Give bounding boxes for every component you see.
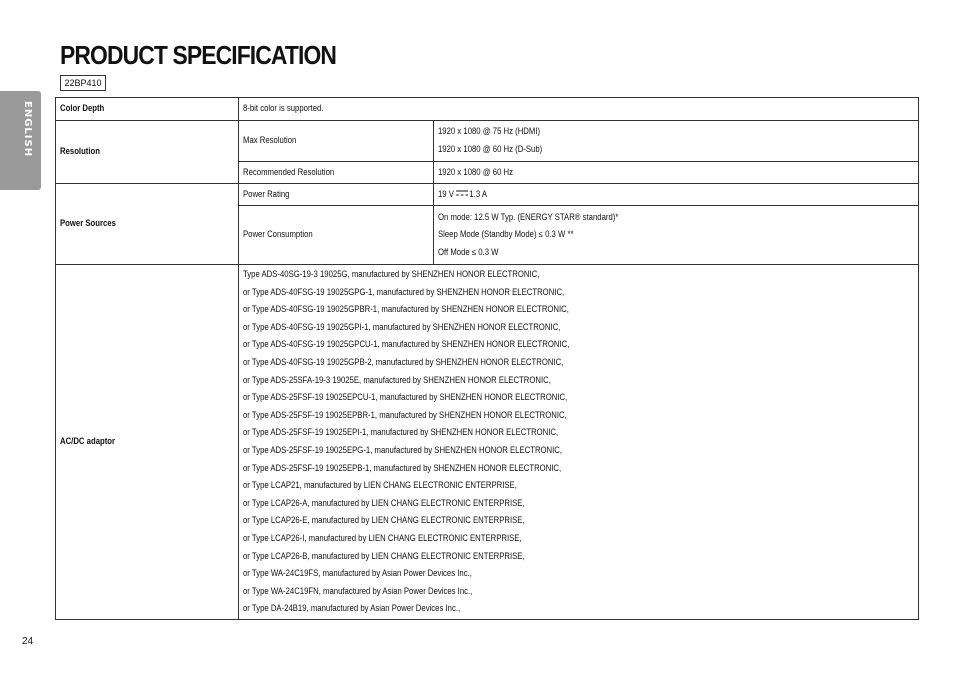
adaptor-line: or Type WA-24C19FS, manufactured by Asian Power Devices Inc., — [243, 568, 472, 579]
adaptor-line: or Type ADS-25FSF-19 19025EPCU-1, manufactured by SHENZHEN HONOR ELECTRONIC, — [243, 392, 568, 403]
adaptor-line: or Type LCAP26-I, manufactured by LIEN CHANG ELECTRONIC ENTERPRISE, — [243, 532, 522, 543]
spec-table — [55, 97, 919, 620]
list-item — [243, 565, 914, 583]
adaptor-line: or Type WA-24C19FN, manufactured by Asian Power Devices Inc., — [243, 585, 473, 596]
adaptor-line: or Type LCAP26-A, manufactured by LIEN CHANG ELECTRONIC ENTERPRISE, — [243, 497, 525, 508]
model-badge: 22BP410 — [60, 75, 106, 91]
power-off-mode: Off Mode ≤ 0.3 W — [438, 246, 499, 257]
adaptor-line: or Type ADS-40FSG-19 19025GPCU-1, manufactured by SHENZHEN HONOR ELECTRONIC, — [243, 339, 570, 350]
power-rating-label: Power Rating — [243, 188, 290, 199]
language-label: ENGLISH — [22, 101, 33, 158]
adaptor-line: or Type ADS-40FSG-19 19025GPG-1, manufactured by SHENZHEN HONOR ELECTRONIC, — [243, 286, 565, 297]
list-item — [243, 512, 914, 530]
language-side-tab — [0, 91, 41, 190]
adaptor-line: or Type ADS-25FSF-19 19025EPG-1, manufactured by SHENZHEN HONOR ELECTRONIC, — [243, 444, 563, 455]
color-depth-label: Color Depth — [60, 103, 105, 114]
list-item — [243, 284, 914, 302]
adaptor-line: or Type ADS-25SFA-19-3 19025E, manufactured by SHENZHEN HONOR ELECTRONIC, — [243, 374, 551, 385]
list-item — [243, 266, 914, 284]
list-item — [243, 548, 914, 566]
power-consumption-label: Power Consumption — [243, 229, 313, 240]
resolution-label: Resolution — [60, 146, 100, 157]
table-row-resolution — [56, 121, 919, 162]
table-row-color-depth — [56, 98, 919, 121]
adaptor-line: or Type ADS-40FSG-19 19025GPB-2, manufactured by SHENZHEN HONOR ELECTRONIC, — [243, 356, 564, 367]
power-sleep-mode: Sleep Mode (Standby Mode) ≤ 0.3 W ** — [438, 229, 574, 240]
list-item — [243, 389, 914, 407]
table-row-power-rating — [56, 184, 919, 206]
adaptor-line: Type ADS-40SG-19-3 19025G, manufactured by SHENZHEN HONOR ELECTRONIC, — [243, 269, 540, 279]
adaptor-line: or Type ADS-25FSF-19 19025EPBR-1, manufactured by SHENZHEN HONOR ELECTRONIC, — [243, 409, 567, 420]
max-resolution-label: Max Resolution — [243, 135, 297, 146]
list-item — [243, 600, 914, 618]
list-item — [243, 336, 914, 354]
list-item — [243, 301, 914, 319]
list-item — [243, 477, 914, 495]
adaptor-line: or Type LCAP26-B, manufactured by LIEN CHANG ELECTRONIC ENTERPRISE, — [243, 550, 525, 561]
max-resolution-dsub: 1920 x 1080 @ 60 Hz (D-Sub) — [438, 144, 543, 154]
adaptor-line: or Type ADS-25FSF-19 19025EPI-1, manufactured by SHENZHEN HONOR ELECTRONIC, — [243, 427, 559, 438]
power-rating-voltage: 19 V — [438, 188, 454, 199]
adaptor-line: or Type DA-24B19, manufactured by Asian Power Devices Inc., — [243, 603, 461, 614]
adaptor-label: AC/DC adaptor — [60, 436, 116, 447]
adaptor-line: or Type ADS-40FSG-19 19025GPBR-1, manufactured by SHENZHEN HONOR ELECTRONIC, — [243, 304, 569, 315]
list-item — [243, 319, 914, 337]
list-item — [243, 424, 914, 442]
table-row-adaptor — [56, 265, 919, 620]
page-title: PRODUCT SPECIFICATION — [60, 40, 337, 70]
page-number: 24 — [22, 636, 34, 647]
adaptor-line: or Type LCAP21, manufactured by LIEN CHANG ELECTRONIC ENTERPRISE, — [243, 480, 517, 491]
max-resolution-hdmi: 1920 x 1080 @ 75 Hz (HDMI) — [438, 126, 541, 137]
power-on-mode: On mode: 12.5 W Typ. (ENERGY STAR® standard)* — [438, 211, 619, 222]
list-item — [243, 495, 914, 513]
list-item — [243, 530, 914, 548]
recommended-resolution-label: Recommended Resolution — [243, 166, 335, 177]
list-item — [243, 372, 914, 390]
adaptor-list — [239, 265, 919, 620]
color-depth-value: 8-bit color is supported. — [243, 103, 324, 114]
list-item — [243, 442, 914, 460]
adaptor-line: or Type LCAP26-E, manufactured by LIEN CHANG ELECTRONIC ENTERPRISE, — [243, 515, 525, 526]
list-item — [243, 460, 914, 478]
dc-current-icon — [456, 190, 468, 196]
power-rating-value — [438, 186, 487, 204]
power-rating-current: 1.3 A — [469, 188, 488, 199]
adaptor-line: or Type ADS-40FSG-19 19025GPI-1, manufactured by SHENZHEN HONOR ELECTRONIC, — [243, 321, 561, 332]
power-sources-label: Power Sources — [60, 218, 116, 229]
list-item — [243, 407, 914, 425]
list-item — [243, 354, 914, 372]
list-item — [243, 583, 914, 601]
recommended-resolution-value: 1920 x 1080 @ 60 Hz — [438, 166, 513, 177]
adaptor-line: or Type ADS-25FSF-19 19025EPB-1, manufactured by SHENZHEN HONOR ELECTRONIC, — [243, 462, 562, 473]
